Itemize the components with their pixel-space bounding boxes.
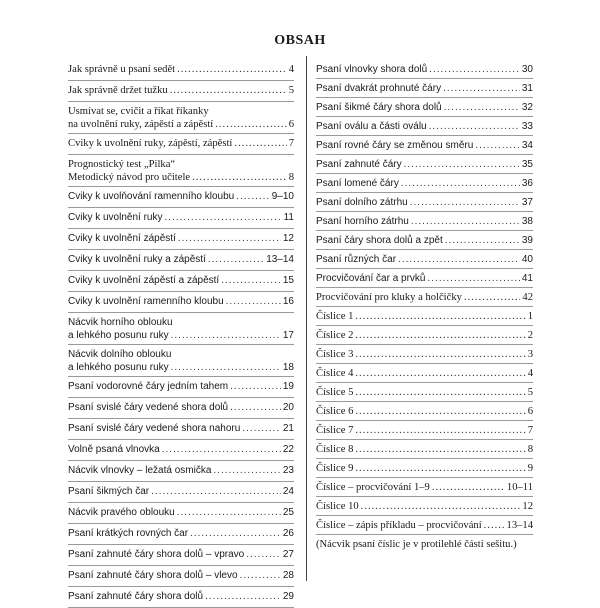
toc-entry-page: 22	[282, 444, 294, 455]
toc-entry	[68, 419, 294, 440]
toc-entry-page: 13–14	[506, 520, 533, 531]
dot-leader	[226, 295, 281, 308]
toc-entry	[68, 229, 294, 250]
toc-entry-page: 21	[282, 423, 294, 434]
dot-leader	[484, 519, 505, 532]
toc-entry-page: 16	[282, 296, 294, 307]
toc-entry-page: 31	[521, 83, 533, 94]
dot-leader	[221, 274, 281, 287]
toc-entry-title: Nácvik horního oblouku	[68, 317, 173, 328]
dot-leader	[246, 548, 281, 561]
toc-entry-page: 4	[288, 64, 294, 75]
dot-leader	[190, 527, 281, 540]
toc-entry-page: 8	[527, 444, 533, 455]
dot-leader	[213, 464, 280, 477]
toc-entry-title: Psaní různých čar	[316, 254, 397, 265]
dot-leader	[205, 590, 281, 603]
dot-leader	[464, 291, 520, 304]
toc-entry-page: 32	[521, 102, 533, 113]
dot-leader	[178, 232, 281, 245]
toc-note: (Nácvik psaní číslic je v protilehlé části sešitu.)	[316, 539, 517, 550]
toc-entry-title: Číslice 2	[316, 330, 354, 341]
toc-entry-title: Psaní svislé čáry vedené shora dolů	[68, 402, 229, 413]
toc-right-column	[316, 60, 533, 554]
dot-leader	[355, 424, 525, 437]
toc-entry-title: Cviky k uvolnění zápěstí a zápěstí	[68, 275, 220, 286]
toc-entry-title: Číslice 9	[316, 463, 354, 474]
toc-entry-title: a lehkého posunu ruky	[68, 362, 169, 373]
toc-entry	[316, 288, 533, 307]
toc-entry-page: 18	[282, 362, 294, 373]
toc-entry	[316, 497, 533, 516]
toc-entry	[68, 545, 294, 566]
dot-leader	[355, 443, 525, 456]
toc-entry-title: Psaní zahnuté čáry shora dolů	[68, 591, 204, 602]
toc-entry-page: 4	[527, 368, 533, 379]
toc-entry-title: Číslice 10	[316, 501, 359, 512]
dot-leader	[215, 118, 286, 131]
dot-leader	[444, 101, 520, 114]
dot-leader	[177, 506, 281, 519]
toc-entry-title: Cviky k uvolnění ramenního kloubu	[68, 296, 224, 307]
toc-entry-page: 15	[282, 275, 294, 286]
toc-entry-page: 6	[288, 119, 294, 130]
toc-entry-page: 33	[521, 121, 533, 132]
toc-entry-page: 26	[282, 528, 294, 539]
toc-entry-title: Číslice 8	[316, 444, 354, 455]
toc-entry-title: Cviky k uvolnění ruky, zápěstí, zápěstí	[68, 138, 233, 149]
toc-entry-page: 12	[282, 233, 294, 244]
toc-entry-title: Psaní dvakrát prohnuté čáry	[316, 83, 442, 94]
toc-entry-title: Číslice – procvičování 1–9	[316, 482, 430, 493]
toc-entry	[316, 478, 533, 497]
dot-leader	[242, 422, 281, 435]
toc-entry-page: 42	[522, 292, 533, 303]
toc-entry-title: Číslice 1	[316, 311, 354, 322]
toc-entry	[316, 79, 533, 98]
toc-entry-page: 5	[527, 387, 533, 398]
toc-entry	[68, 587, 294, 608]
toc-entry-page: 29	[282, 591, 294, 602]
toc-entry-title: Psaní vlnovky shora dolů	[316, 64, 428, 75]
dot-leader	[411, 215, 520, 228]
column-divider	[306, 56, 307, 581]
toc-entry	[68, 482, 294, 503]
toc-entry-title: Nácvik dolního oblouku	[68, 349, 172, 360]
toc-entry-page: 20	[282, 402, 294, 413]
dot-leader	[240, 569, 281, 582]
toc-entry-title: Cviky k uvolnění zápěstí	[68, 233, 176, 244]
toc-entry-page: 19	[282, 381, 294, 392]
dot-leader	[401, 177, 520, 190]
toc-entry	[316, 231, 533, 250]
dot-leader	[171, 329, 281, 342]
toc-entry-title: Jak správně u psaní sedět	[68, 64, 176, 75]
toc-entry-title: Procvičování pro kluky a holčičky	[316, 292, 462, 303]
toc-entry-title: Psaní čáry shora dolů a zpět	[316, 235, 443, 246]
toc-entry-title: Metodický návod pro učitele	[68, 172, 191, 183]
toc-entry	[68, 566, 294, 587]
dot-leader	[164, 211, 281, 224]
dot-leader	[445, 234, 520, 247]
toc-entry-title: na uvolnění ruky, zápěstí a zápěstí	[68, 119, 214, 130]
toc-entry	[316, 117, 533, 136]
toc-entry-page: 7	[288, 138, 294, 149]
toc-entry-page: 6	[527, 406, 533, 417]
toc-entry-title: Volně psaná vlnovka	[68, 444, 160, 455]
toc-entry	[68, 292, 294, 313]
toc-entry	[316, 250, 533, 269]
toc-entry	[316, 402, 533, 421]
toc-entry-title: Psaní zahnuté čáry	[316, 159, 402, 170]
dot-leader	[230, 380, 281, 393]
toc-entry-title: Číslice 6	[316, 406, 354, 417]
toc-entry	[316, 516, 533, 535]
toc-entry-page: 25	[282, 507, 294, 518]
dot-leader	[410, 196, 520, 209]
toc-entry	[68, 461, 294, 482]
toc-entry	[68, 503, 294, 524]
toc-entry	[68, 398, 294, 419]
dot-leader	[355, 405, 525, 418]
toc-entry-page: 38	[521, 216, 533, 227]
toc-entry-page: 11	[283, 212, 294, 223]
toc-entry	[316, 364, 533, 383]
dot-leader	[355, 310, 525, 323]
dot-leader	[192, 171, 287, 184]
dot-leader	[355, 462, 525, 475]
toc-entry	[68, 271, 294, 292]
toc-entry-title: Psaní rovné čáry se změnou směru	[316, 140, 474, 151]
toc-entry	[316, 60, 533, 79]
toc-entry	[316, 155, 533, 174]
toc-entry	[316, 193, 533, 212]
toc-entry	[68, 60, 294, 81]
toc-entry-page: 12	[522, 501, 533, 512]
toc-entry-page: 8	[288, 172, 294, 183]
toc-entry	[316, 421, 533, 440]
dot-leader	[177, 63, 287, 76]
dot-leader	[162, 443, 281, 456]
dot-leader	[230, 401, 281, 414]
toc-entry-title: Nácvik pravého oblouku	[68, 507, 175, 518]
toc-entry	[316, 326, 533, 345]
dot-leader	[355, 348, 525, 361]
toc-entry-title: Procvičování čar a prvků	[316, 273, 426, 284]
dot-leader	[171, 361, 281, 374]
dot-leader	[234, 137, 286, 150]
toc-entry-title: Psaní šikmé čáry shora dolů	[316, 102, 442, 113]
dot-leader	[429, 63, 520, 76]
toc-entry-page: 35	[521, 159, 533, 170]
toc-entry-title: Psaní šikmých čar	[68, 486, 150, 497]
toc-entry-page: 36	[521, 178, 533, 189]
toc-entry-page: 3	[527, 349, 533, 360]
toc-entry	[68, 187, 294, 208]
toc-entry-title: Psaní krátkých rovných čar	[68, 528, 189, 539]
toc-entry	[316, 136, 533, 155]
toc-entry-title: Nácvik vlnovky – ležatá osmička	[68, 465, 212, 476]
dot-leader	[428, 272, 520, 285]
toc-entry-page: 5	[288, 85, 294, 96]
toc-entry	[68, 524, 294, 545]
toc-entry-title: Cviky k uvolnění ruky	[68, 212, 163, 223]
dot-leader	[355, 367, 525, 380]
toc-entry-page: 24	[282, 486, 294, 497]
dot-leader	[170, 84, 287, 97]
dot-leader	[151, 485, 281, 498]
toc-entry-page: 39	[521, 235, 533, 246]
toc-entry	[68, 102, 294, 134]
toc-entry-title: Číslice 4	[316, 368, 354, 379]
toc-entry-title: Cviky k uvolnění ruky a zápěstí	[68, 254, 206, 265]
toc-entry-page: 13–14	[266, 254, 294, 265]
toc-entry-page: 23	[282, 465, 294, 476]
toc-entry-title: Jak správně držet tužku	[68, 85, 168, 96]
toc-entry	[316, 269, 533, 288]
toc-entry	[68, 134, 294, 155]
toc-entry-title: Číslice – zápis příkladu – procvičování	[316, 520, 482, 531]
dot-leader	[355, 329, 525, 342]
toc-entry-page: 2	[527, 330, 533, 341]
toc-entry-title: a lehkého posunu ruky	[68, 330, 169, 341]
toc-left-column	[68, 60, 294, 608]
toc-entry-title: Psaní dolního zátrhu	[316, 197, 408, 208]
dot-leader	[443, 82, 520, 95]
toc-entry-title: Psaní vodorovné čáry jedním tahem	[68, 381, 229, 392]
toc-entry-page: 7	[527, 425, 533, 436]
toc-entry-title: Psaní horního zátrhu	[316, 216, 409, 227]
toc-entry-title: Psaní zahnuté čáry shora dolů – vlevo	[68, 570, 238, 581]
dot-leader	[404, 158, 520, 171]
toc-entry-page: 9–10	[271, 191, 294, 202]
toc-entry	[68, 313, 294, 345]
toc-entry-page: 10–11	[506, 482, 533, 493]
dot-leader	[432, 481, 505, 494]
dot-leader	[398, 253, 520, 266]
toc-entry	[316, 307, 533, 326]
dot-leader	[361, 500, 521, 513]
toc-entry-title: Cviky k uvolňování ramenního kloubu	[68, 191, 235, 202]
toc-entry	[316, 383, 533, 402]
toc-entry	[68, 155, 294, 187]
toc-entry	[316, 98, 533, 117]
dot-leader	[355, 386, 525, 399]
toc-entry	[68, 208, 294, 229]
toc-entry-page: 9	[527, 463, 533, 474]
toc-entry	[316, 174, 533, 193]
toc-entry	[316, 212, 533, 231]
toc-entry-page: 1	[527, 311, 533, 322]
toc-entry	[316, 459, 533, 478]
toc-entry-title: Psaní svislé čáry vedené shora nahoru	[68, 423, 241, 434]
toc-entry-page: 17	[282, 330, 294, 341]
toc-entry-title: Psaní lomené čáry	[316, 178, 399, 189]
toc-entry-page: 41	[521, 273, 533, 284]
toc-entry	[68, 440, 294, 461]
toc-entry-page: 34	[521, 140, 533, 151]
toc-entry	[316, 440, 533, 459]
dot-leader	[208, 253, 264, 266]
toc-entry-title: Psaní zahnuté čáry shora dolů – vpravo	[68, 549, 245, 560]
toc-entry	[316, 345, 533, 364]
dot-leader	[475, 139, 520, 152]
toc-entry-title: Číslice 3	[316, 349, 354, 360]
toc-entry-title: Prognostický test „Pilka“	[68, 159, 176, 170]
toc-entry-title: Číslice 7	[316, 425, 354, 436]
toc-entry-page: 28	[282, 570, 294, 581]
toc-entry-title: Usmívat se, cvičit a říkat říkanky	[68, 106, 209, 117]
toc-entry-page: 27	[282, 549, 294, 560]
toc-entry-page: 37	[521, 197, 533, 208]
toc-entry	[68, 377, 294, 398]
dot-leader	[236, 190, 270, 203]
toc-entry	[68, 250, 294, 271]
page-title: OBSAH	[274, 33, 326, 48]
toc-entry	[68, 81, 294, 102]
toc-entry-page: 40	[521, 254, 533, 265]
toc-entry-title: Psaní oválu a části oválu	[316, 121, 427, 132]
toc-entry-page: 30	[521, 64, 533, 75]
toc-entry	[68, 345, 294, 377]
dot-leader	[429, 120, 520, 133]
toc-entry-title: Číslice 5	[316, 387, 354, 398]
